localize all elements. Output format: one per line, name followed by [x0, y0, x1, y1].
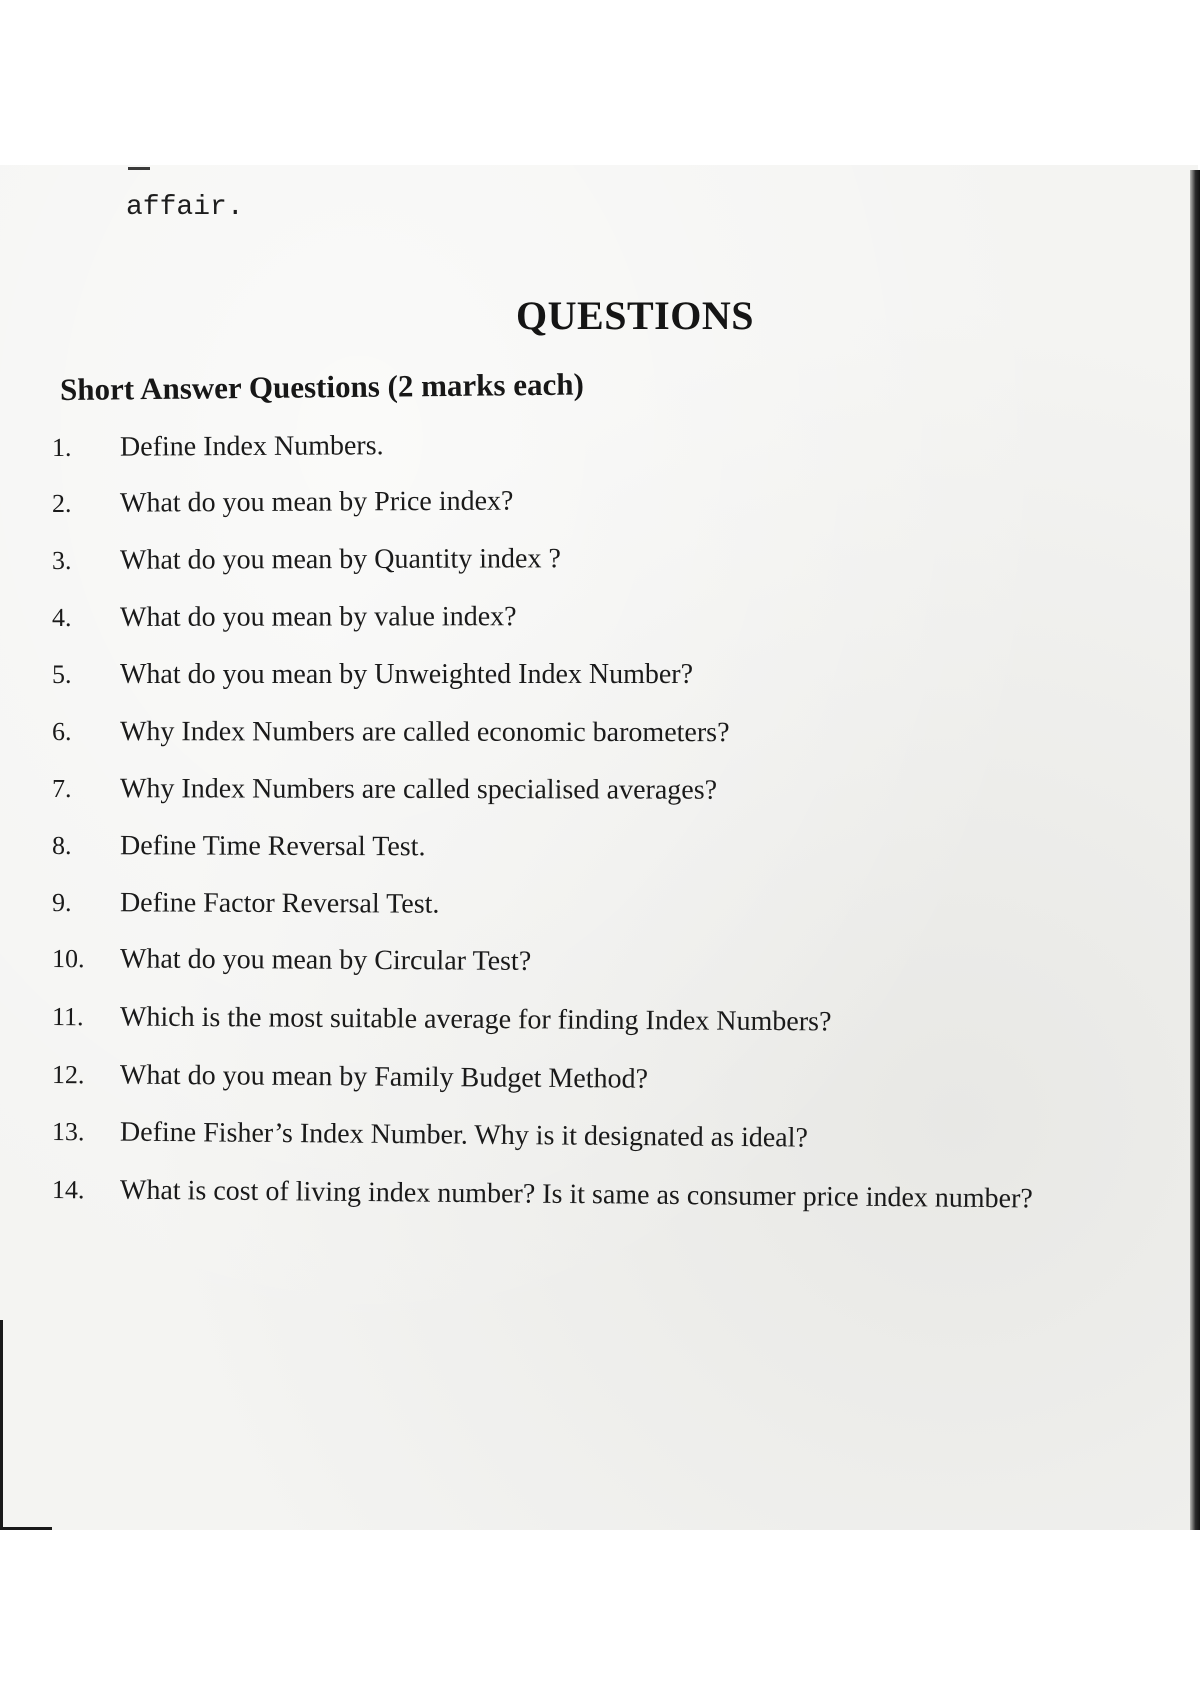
- section-title: Short Answer Questions (2 marks each): [59, 366, 585, 407]
- question-item: [52, 773, 1162, 808]
- question-text: What do you mean by Price index?: [119, 485, 514, 519]
- question-number: 2.: [51, 488, 72, 518]
- question-item: [52, 600, 1162, 634]
- question-number: 3.: [51, 545, 72, 575]
- question-text: Define Fisher’s Index Number. Why is it designated as ideal?: [119, 1116, 809, 1154]
- question-item: [52, 716, 1162, 750]
- question-text: What do you mean by Family Budget Method?: [119, 1059, 649, 1095]
- question-item: [52, 943, 1162, 982]
- question-number: 8.: [51, 831, 72, 861]
- question-item: [52, 426, 1162, 464]
- question-number: 14.: [51, 1175, 85, 1205]
- question-text: What do you mean by value index?: [119, 601, 517, 633]
- question-number: 4.: [51, 602, 72, 632]
- scan-border-bottom: [0, 1527, 52, 1530]
- question-text: What is cost of living index number? Is it same as consumer price index number?: [119, 1174, 1033, 1215]
- page-edge-shadow: [1190, 170, 1200, 1530]
- question-item: [52, 541, 1162, 577]
- question-text: Which is the most suitable average for finding Index Numbers?: [119, 1001, 832, 1038]
- question-number: 10.: [51, 944, 85, 974]
- question-number: 13.: [51, 1117, 85, 1147]
- dash-mark: [128, 167, 150, 170]
- question-number: 12.: [51, 1060, 85, 1090]
- question-item: [52, 887, 1162, 924]
- question-number: 11.: [51, 1002, 84, 1032]
- question-text: Define Index Numbers.: [119, 430, 384, 463]
- question-text: What do you mean by Unweighted Index Number?: [120, 659, 694, 690]
- question-number: 6.: [51, 717, 72, 747]
- question-number: 9.: [51, 888, 72, 918]
- scan-border-left: [0, 1320, 3, 1528]
- question-item: [52, 482, 1162, 520]
- question-text: Why Index Numbers are called economic barometers?: [119, 716, 730, 749]
- question-text: What do you mean by Quantity index ?: [119, 543, 561, 576]
- question-text: Why Index Numbers are called specialised averages?: [119, 773, 718, 806]
- question-number: 1.: [51, 432, 72, 462]
- question-item: [52, 659, 1162, 691]
- question-text: What do you mean by Circular Test?: [119, 943, 532, 977]
- question-item: [52, 830, 1162, 866]
- question-text: Define Factor Reversal Test.: [119, 887, 440, 920]
- page-title: QUESTIONS: [516, 293, 754, 338]
- question-number: 5.: [52, 660, 72, 689]
- carryover-text: affair.: [126, 192, 244, 223]
- question-number: 7.: [51, 774, 72, 804]
- question-text: Define Time Reversal Test.: [119, 830, 426, 863]
